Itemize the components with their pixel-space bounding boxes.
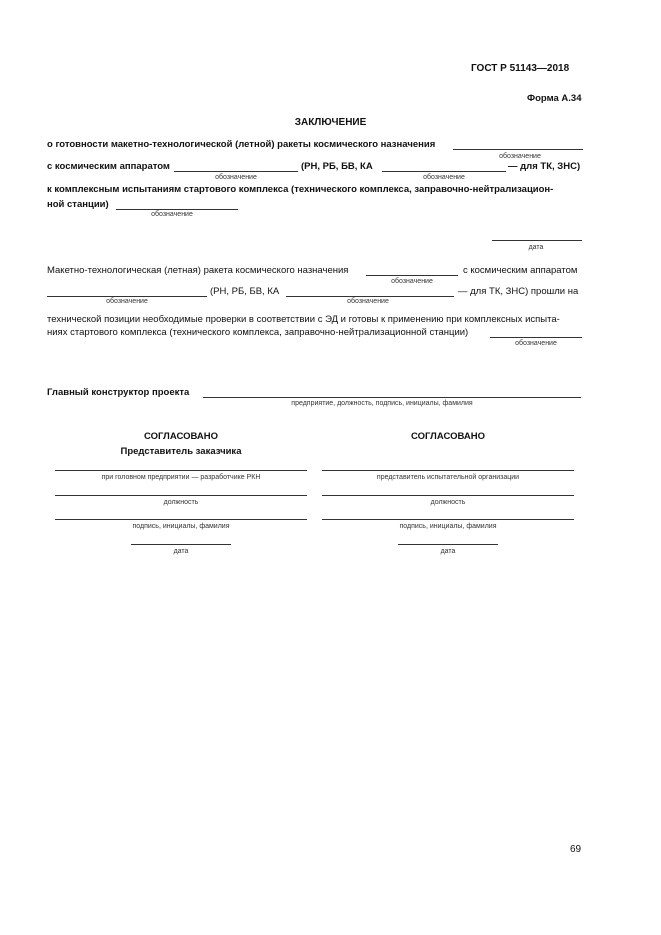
test-org-blank[interactable] xyxy=(322,470,574,471)
rocket-blank[interactable] xyxy=(366,275,458,276)
document-title: ЗАКЛЮЧЕНИЕ xyxy=(294,117,367,128)
vehicle-blank[interactable] xyxy=(382,171,506,172)
approval-left-title: СОГЛАСОВАНО xyxy=(144,431,218,442)
test-position-blank[interactable] xyxy=(322,495,574,496)
heading-line-2-start: с космическим аппаратом xyxy=(47,161,170,172)
approval-right-title: СОГЛАСОВАНО xyxy=(411,431,485,442)
body-line-4: ниях стартового комплекса (технического комплекса, заправочно-нейтрализационной станции) xyxy=(47,327,469,338)
page-number: 69 xyxy=(570,844,582,855)
designation-caption-8: обозначение xyxy=(515,340,557,347)
designation-caption-4: обозначение xyxy=(151,211,193,218)
chief-designer-blank[interactable] xyxy=(203,397,581,398)
standard-number: ГОСТ Р 51143—2018 xyxy=(471,63,570,74)
heading-line-3: к комплексным испытаниям стартового комплекса (технического комплекса, заправочно-нейтрализацион- xyxy=(47,184,554,195)
spacecraft-blank[interactable] xyxy=(174,171,298,172)
approval-left-subtitle: Представитель заказчика xyxy=(120,446,242,457)
customer-org-caption: при головном предприятии — разработчике РКН xyxy=(101,474,261,481)
test-date-blank[interactable] xyxy=(398,544,498,545)
heading-line-1: о готовности макетно-технологической (летной) ракеты космического назначения xyxy=(47,139,436,150)
customer-signature-caption: подпись, инициалы, фамилия xyxy=(132,523,230,530)
test-date-caption: дата xyxy=(440,548,456,555)
designation-caption-5: обозначение xyxy=(391,278,433,285)
heading-line-2-end: — для ТК, ЗНС) xyxy=(508,161,581,172)
body-vehicle-blank[interactable] xyxy=(286,296,454,297)
heading-line-4: ной станции) xyxy=(47,199,109,210)
chief-designer-label: Главный конструктор проекта xyxy=(47,387,190,398)
test-signature-blank[interactable] xyxy=(322,519,574,520)
customer-org-blank[interactable] xyxy=(55,470,307,471)
station-blank[interactable] xyxy=(116,209,238,210)
test-signature-caption: подпись, инициалы, фамилия xyxy=(399,523,497,530)
designation-caption-3: обозначение xyxy=(423,174,465,181)
customer-date-blank[interactable] xyxy=(131,544,231,545)
body-spacecraft-blank[interactable] xyxy=(47,296,207,297)
customer-date-caption: дата xyxy=(173,548,189,555)
test-org-caption: представитель испытательной организации xyxy=(376,474,520,481)
designation-caption-7: обозначение xyxy=(347,298,389,305)
customer-signature-blank[interactable] xyxy=(55,519,307,520)
date-caption-top: дата xyxy=(528,244,544,251)
designation-blank-1[interactable] xyxy=(453,149,583,150)
designation-caption-6: обозначение xyxy=(106,298,148,305)
body-line-1-end: с космическим аппаратом xyxy=(463,265,578,276)
heading-line-2-middle: (РН, РБ, БВ, КА xyxy=(301,161,373,172)
designation-caption-1: обозначение xyxy=(499,153,541,160)
customer-position-caption: должность xyxy=(163,499,199,506)
designation-caption-2: обозначение xyxy=(215,174,257,181)
body-line-2-middle: (РН, РБ, БВ, КА xyxy=(210,286,280,297)
body-line-3: технической позиции необходимые проверки в соответствии с ЭД и готовы к применению при комплексных испыта- xyxy=(47,314,560,325)
body-line-1-start: Макетно-технологическая (летная) ракета космического назначения xyxy=(47,265,349,276)
chief-designer-caption: предприятие, должность, подпись, инициалы, фамилия xyxy=(291,400,473,407)
date-blank-top[interactable] xyxy=(492,240,582,241)
form-number: Форма А.34 xyxy=(527,93,582,104)
body-station-blank[interactable] xyxy=(490,337,582,338)
customer-position-blank[interactable] xyxy=(55,495,307,496)
body-line-2-end: — для ТК, ЗНС) прошли на xyxy=(458,286,579,297)
test-position-caption: должность xyxy=(430,499,466,506)
